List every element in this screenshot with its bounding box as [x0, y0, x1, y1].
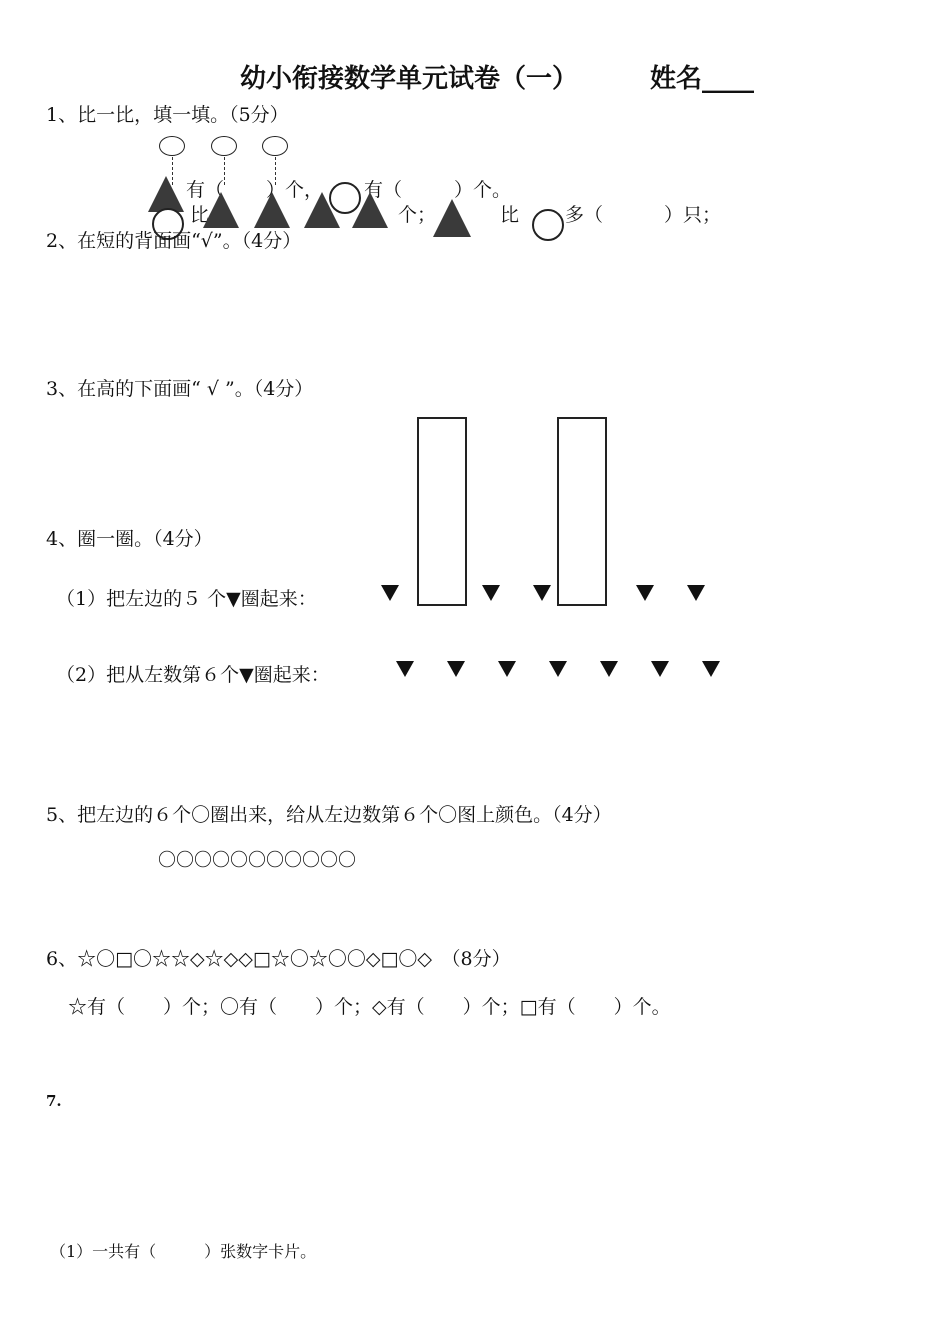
q2-prompt: 2、在短的背面画“√”。（4分） [46, 230, 302, 252]
q5-prompt: 5、把左边的６个〇圈出来，给从左边数第６个〇图上颜色。（4分） [46, 804, 612, 826]
q1-fill-text: 有（ [364, 179, 403, 201]
q1-fill-text: ）只； [664, 204, 722, 226]
page-title: 幼小衔接数学单元试卷（一） [240, 64, 579, 94]
down-triangle-shape [533, 585, 551, 601]
down-triangle-shape [498, 661, 516, 677]
q6-answers: ☆有（ ）个；〇有（ ）个；◇有（ ）个；□有（ ）个。 [68, 996, 671, 1018]
tall-rectangle [417, 417, 467, 606]
circle-shape [262, 136, 288, 156]
q4-sub1: （1）把左边的５ 个▼圈起来： [56, 588, 317, 610]
q1-fill-text: 多（ [565, 204, 604, 226]
tall-rectangle [557, 417, 607, 606]
q1-fill-text: 比 [190, 204, 210, 226]
down-triangle-shape [447, 661, 465, 677]
q1-fill-text: ）个。 [454, 179, 512, 201]
circle-shape [329, 182, 361, 214]
q6-prompt: 6、☆〇□〇☆☆◇☆◇◇□☆〇☆〇〇◇□〇◇ （8分） [46, 948, 511, 970]
q1-fill-text: ）个， [266, 179, 324, 201]
q3-prompt: 3、在高的下面画“ √ ”。（4分） [46, 378, 314, 400]
triangle-shape [254, 192, 290, 228]
q1-fill-text: 个； [398, 204, 437, 226]
q1-prompt: 1、比一比，填一填。（5分） [46, 104, 289, 126]
dashed-line [224, 157, 225, 185]
q1-fill-text: 比 [500, 204, 520, 226]
q5-circle-row: 〇〇〇〇〇〇〇〇〇〇〇 [158, 850, 356, 871]
down-triangle-shape [687, 585, 705, 601]
q4-sub2: （2）把从左数第６个▼圈起来： [56, 664, 330, 686]
q1-fill-text: 有（ [186, 179, 225, 201]
name-label: 姓名____ [650, 64, 755, 94]
down-triangle-shape [549, 661, 567, 677]
circle-shape [159, 136, 185, 156]
q7-sub1: （1）一共有（ ）张数字卡片。 [50, 1242, 317, 1261]
q7-label: 7. [46, 1092, 62, 1110]
down-triangle-shape [702, 661, 720, 677]
down-triangle-shape [651, 661, 669, 677]
down-triangle-shape [636, 585, 654, 601]
q4-prompt: 4、圈一圈。（4分） [46, 528, 213, 550]
down-triangle-shape [482, 585, 500, 601]
circle-shape [211, 136, 237, 156]
triangle-shape [148, 176, 184, 212]
triangle-shape [203, 192, 239, 228]
down-triangle-shape [396, 661, 414, 677]
down-triangle-shape [600, 661, 618, 677]
circle-shape [532, 209, 564, 241]
triangle-shape [433, 199, 471, 237]
down-triangle-shape [381, 585, 399, 601]
